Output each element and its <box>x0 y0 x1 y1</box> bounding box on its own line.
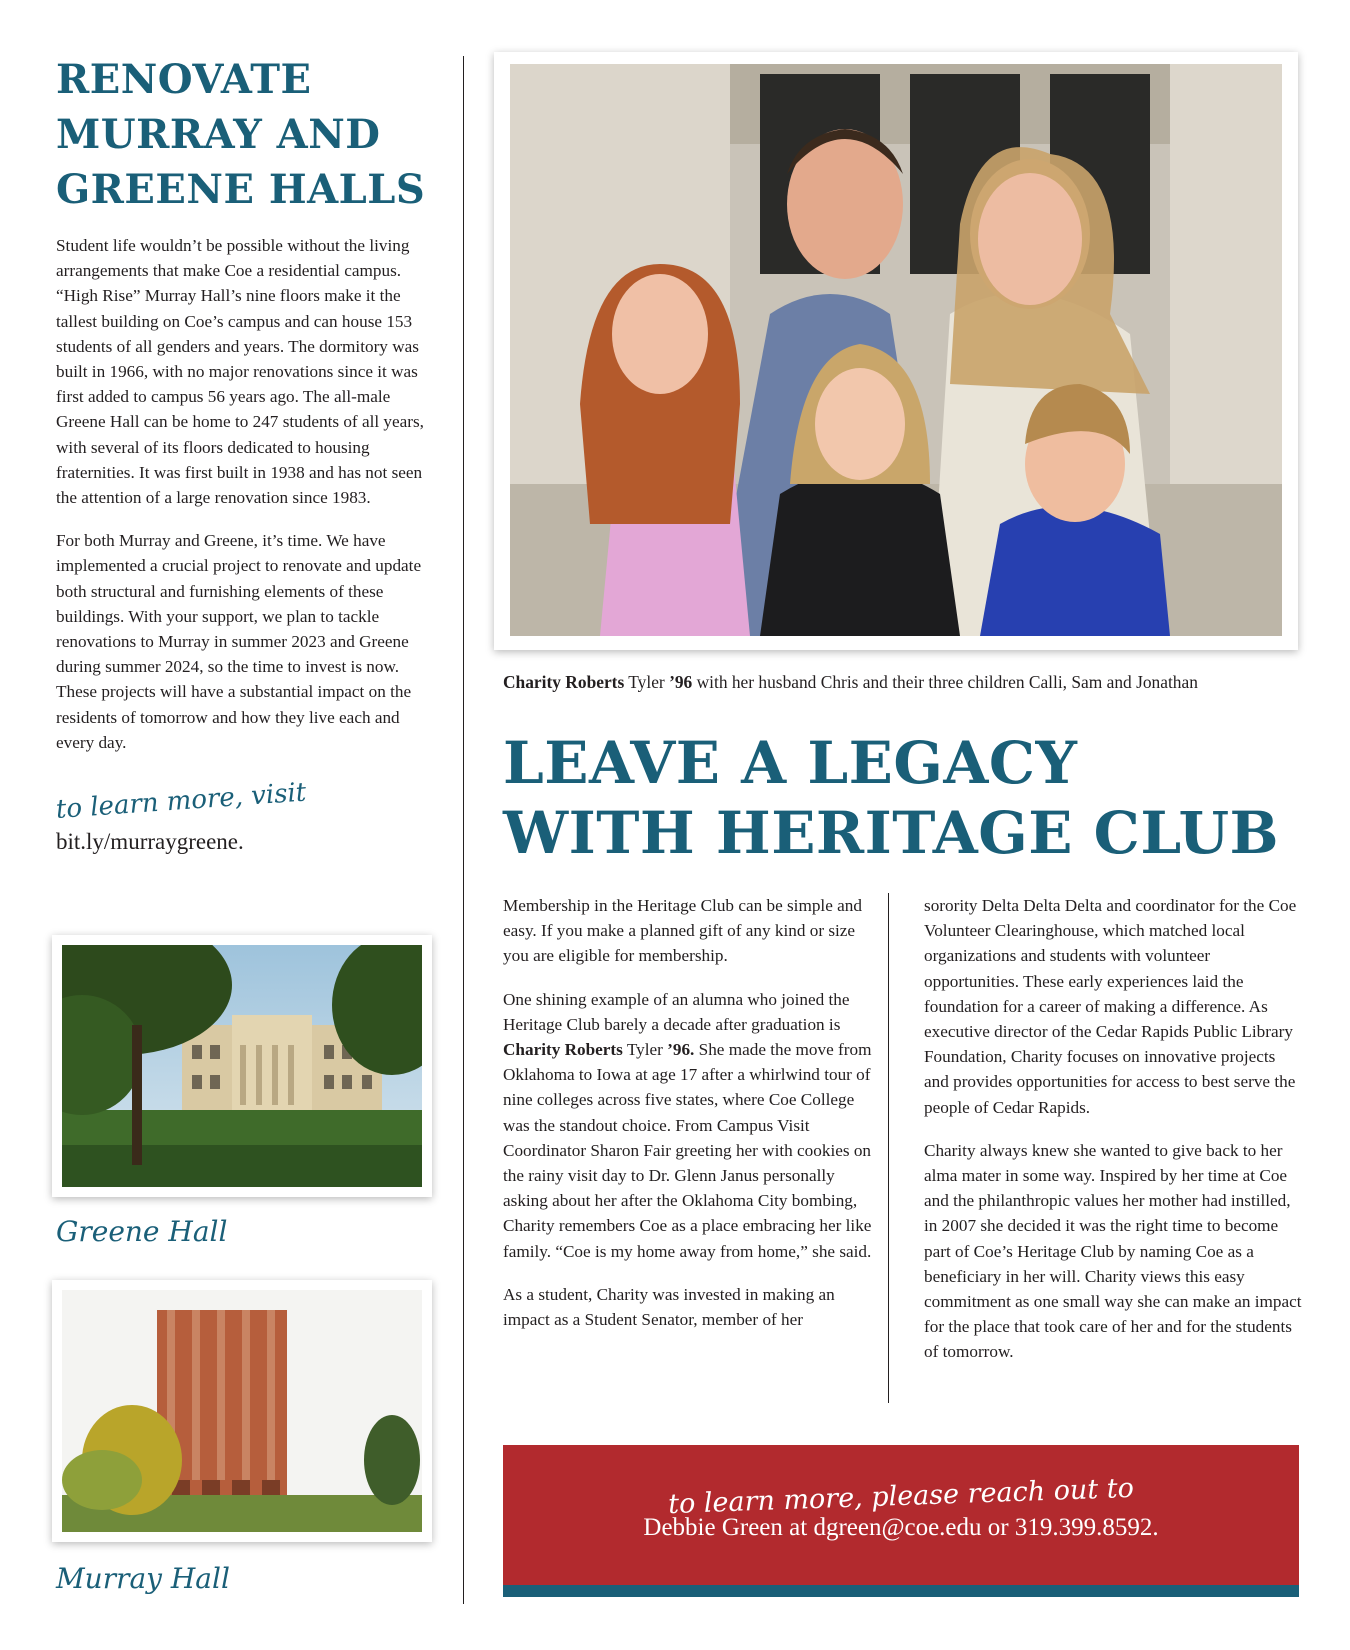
p2-name-bold: Charity Roberts <box>503 1040 623 1060</box>
renovate-body <box>56 233 436 755</box>
learn-more-script: to learn more, visit <box>54 777 308 826</box>
legacy-column-divider <box>888 893 889 1403</box>
cta-contact[interactable]: Debbie Green at dgreen@coe.edu or 319.399.8592. <box>643 1514 1159 1541</box>
legacy-paragraph-1: Membership in the Heritage Club can be simple and easy. If you make a planned gift of any kind or size you are eligible for membership. <box>503 896 862 966</box>
renovate-title-line1: RENOVATE <box>56 56 312 103</box>
family-photo <box>510 64 1282 636</box>
renovate-heading <box>56 52 436 217</box>
greene-hall-photo-frame <box>52 935 432 1197</box>
column-divider <box>463 56 464 1604</box>
legacy-title-line2: WITH HERITAGE CLUB <box>503 799 1280 867</box>
legacy-paragraph-5: Charity always knew she wanted to give back to her alma mater in some way. Inspired by her time at Coe and the philanthropic values her mother had instilled, in 2007 she decided it was the right time to become part of Coe’s Heritage Club by naming Coe as a beneficiary in her will. Charity views this easy commitment as one small way she can make an impact for the place that took care of her and for the students of tomorrow. <box>924 1140 1302 1362</box>
murray-hall-photo <box>62 1290 422 1532</box>
caption-rest: with her husband Chris and their three children Calli, Sam and Jonathan <box>692 672 1198 692</box>
caption-name-bold: Charity Roberts <box>503 672 625 692</box>
p2-rest: She made the move from Oklahoma to Iowa at age 17 after a whirlwind tour of nine colleges across five states, where Coe College was the standout choice. From Campus Visit Coordinator Sharon Fair greeting her with cookies on the rainy visit day to Dr. Glenn Janus personally asking about her after the Oklahoma City bombing, Charity remembers Coe as a place embracing her like family. “Coe is my home away from home,” she said. <box>503 1040 872 1261</box>
p2-year: ’96. <box>667 1040 695 1060</box>
murray-hall-photo-frame <box>52 1280 432 1542</box>
legacy-paragraph-4: sorority Delta Delta Delta and coordinator for the Coe Volunteer Clearinghouse, which matched local organizations and students with volunteer opportunities. These early experiences laid the foundation for a career of making a difference. As executive director of the Cedar Rapids Public Library Foundation, Charity focuses on innovative projects and provides opportunities for access to best serve the people of Cedar Rapids. <box>924 896 1297 1117</box>
legacy-title-line1: LEAVE A LEGACY <box>503 729 1078 797</box>
p2-name-plain: Tyler <box>622 1040 668 1060</box>
caption-year: ’96 <box>669 672 693 692</box>
renovate-title-line2: MURRAY AND <box>56 111 381 158</box>
legacy-column-2 <box>924 893 1304 1365</box>
greene-hall-caption: Greene Hall <box>56 1215 228 1248</box>
family-photo-frame <box>494 52 1298 650</box>
caption-name-plain: Tyler <box>624 672 670 692</box>
legacy-column-1 <box>503 893 873 1332</box>
greene-hall-photo <box>62 945 422 1187</box>
legacy-heading <box>503 728 1303 868</box>
renovate-title-line3: GREENE HALLS <box>56 166 426 213</box>
left-column <box>56 52 436 855</box>
cta-script: to learn more, please reach out to <box>667 1472 1135 1521</box>
p2-start: One shining example of an alumna who joined the Heritage Club barely a decade after graduation is <box>503 989 850 1034</box>
learn-more-link[interactable]: bit.ly/murraygreene. <box>56 829 244 855</box>
renovate-paragraph-1: Student life wouldn’t be possible without the living arrangements that make Coe a residential campus. “High Rise” Murray Hall’s nine floors make it the tallest building on Coe’s campus and can house 153 students of all genders and years. The dormitory was built in 1966, with no major renovations since it was first added to campus 56 years ago. The all-male Greene Hall can be home to 247 students of all years, with several of its floors dedicated to housing fraternities. It was first built in 1938 and has not seen the attention of a large renovation since 1983. <box>56 236 424 508</box>
legacy-paragraph-3: As a student, Charity was invested in making an impact as a Student Senator, member of her <box>503 1284 835 1330</box>
legacy-paragraph-2 <box>503 987 873 1264</box>
contact-callout <box>503 1445 1299 1597</box>
renovate-paragraph-2: For both Murray and Greene, it’s time. We have implemented a crucial project to renovate and update both structural and furnishing elements of these buildings. With your support, we plan to tackle renovations to Murray in summer 2023 and Greene during summer 2024, so the time to invest is now. These projects will have a substantial impact on the residents of tomorrow and how they live each and every day. <box>56 531 422 752</box>
family-photo-caption <box>503 672 1303 693</box>
murray-hall-caption: Murray Hall <box>56 1562 230 1595</box>
